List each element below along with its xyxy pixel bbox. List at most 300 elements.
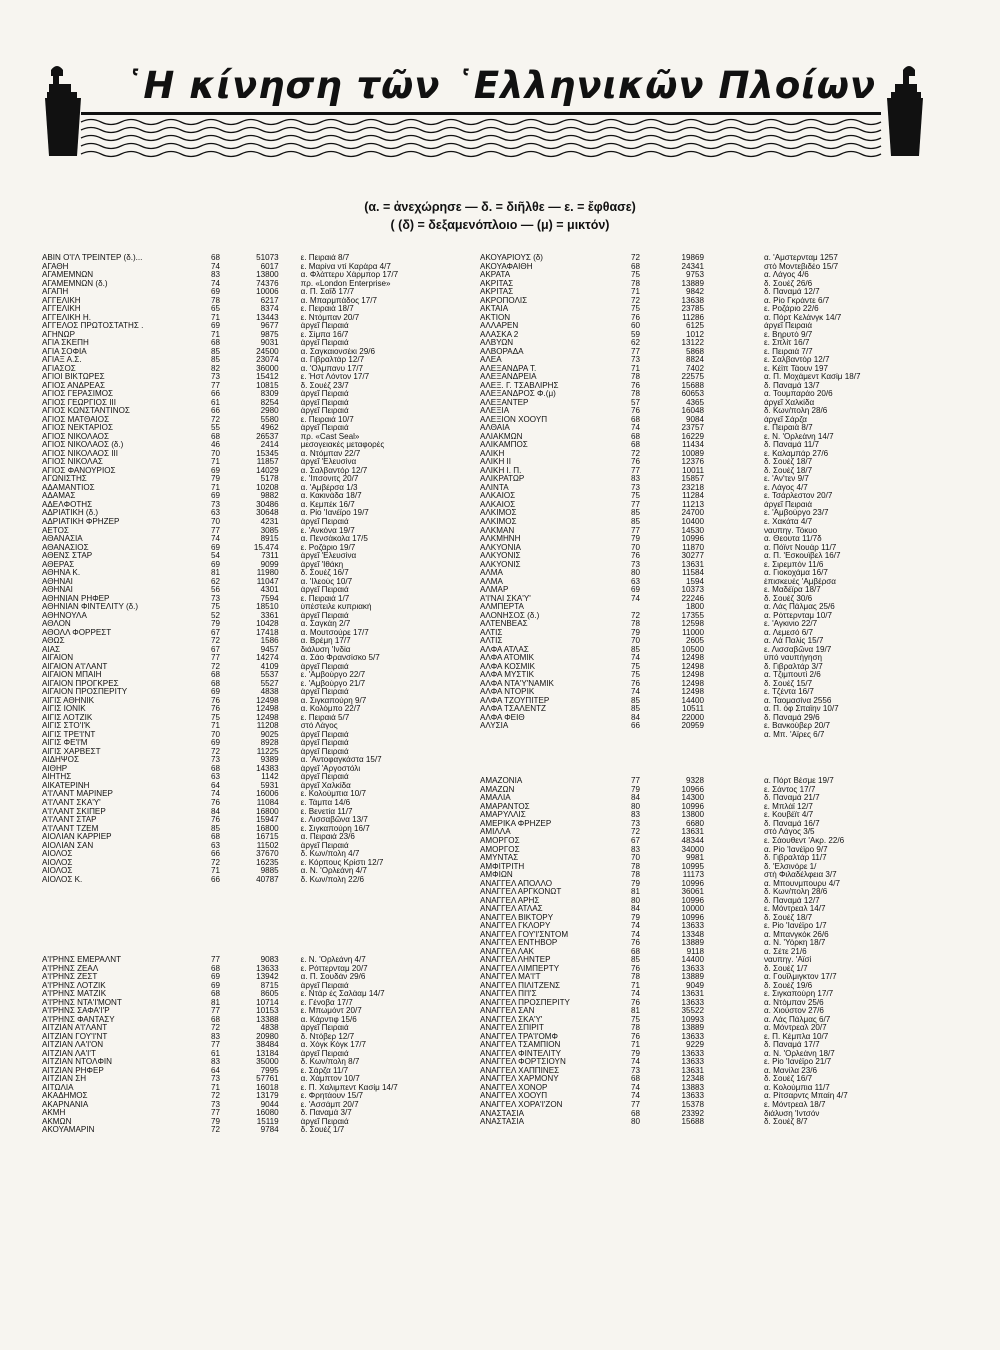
build-year: 69 <box>210 322 220 331</box>
movement: α. Μόντρεαλ 20/7 <box>764 1024 827 1033</box>
ship-name: ΑΘΑΝΑΣΙΑ <box>42 535 83 544</box>
tonnage: 10208 <box>256 483 279 492</box>
ship-name: ΑΝΑΓΓΕΛ ΠΙΛΙΤΖΕΝΣ <box>480 981 561 990</box>
ship-name: ΑΝΑΓΓΕΛ ΛΗΝΤΕΡ <box>480 956 551 965</box>
list-item <box>42 356 462 365</box>
tonnage: 6217 <box>260 296 279 305</box>
list-item <box>480 382 960 391</box>
movement: δ. Παναμά 12/7 <box>764 896 820 905</box>
list-item <box>42 1033 462 1042</box>
movement: α. Μπανγκόκ 26/6 <box>764 930 829 939</box>
tonnage: 74376 <box>256 279 279 288</box>
build-year: 69 <box>210 543 220 552</box>
movement: ε. 'Αμβούργο 21/7 <box>300 679 366 688</box>
list-item <box>480 527 960 536</box>
movement: δ. Κων/πολη 28/6 <box>764 888 828 897</box>
movement: α. Φλάττερυ Χάρμπορ 17/7 <box>300 271 399 280</box>
tonnage: 10400 <box>681 517 704 526</box>
ship-name: ΑΜΦΙΩΝ <box>480 871 513 880</box>
ship-name: ΑΓΙΑΣΟΣ <box>42 364 76 373</box>
build-year: 77 <box>630 1100 640 1109</box>
list-item <box>480 263 960 272</box>
ship-name: ΑΛΦΑ ΝΤΑ'Υ'ΝΑΜΙΚ <box>480 679 554 688</box>
movement: στό Λάγος 3/5 <box>764 828 815 837</box>
ship-name: Α'Ι'ΛΑΝΤ ΤΖΕΜ <box>42 824 99 833</box>
build-year: 72 <box>210 1126 220 1135</box>
tonnage: 10993 <box>681 1015 704 1024</box>
tonnage: 10996 <box>681 896 704 905</box>
tonnage: 15857 <box>681 475 704 484</box>
ship-name: ΑΚΑΡΝΑΝΙΑ <box>42 1100 89 1109</box>
movement: ε. Ντάρ ἐς Σαλάαμ 14/7 <box>300 990 385 999</box>
movement: ἀργεῖ Πειραιά <box>300 688 349 697</box>
tonnage: 16800 <box>256 807 279 816</box>
ship-name: ΑΘΕΝΣ ΣΤΑΡ <box>42 552 93 561</box>
list-item <box>42 288 462 297</box>
build-year: 74 <box>630 930 640 939</box>
tonnage: 24500 <box>256 347 279 356</box>
tonnage: 12498 <box>681 671 704 680</box>
build-year: 73 <box>210 594 220 603</box>
movement: δ. Ντόβερ 12/7 <box>300 1032 355 1041</box>
movement: α. Ν. 'Ορλεάνη 4/7 <box>300 867 367 876</box>
movement: ε. Μόντρεαλ 18/7 <box>764 1100 826 1109</box>
list-item <box>480 441 960 450</box>
ship-name: ΑΙΓΙΣ ΤΡΕ'Ι'ΝΤ <box>42 730 96 739</box>
build-year: 75 <box>630 271 640 280</box>
ship-name: ΑΙΤΖΙΑΝ ΡΗΦΕΡ <box>42 1066 104 1075</box>
ship-name: ΑΓΙΟΣ ΝΕΚΤΑΡΙΟΣ <box>42 424 113 433</box>
ship-name: ΑΓΙΟΣ ΦΑΝΟΥΡΙΟΣ <box>42 466 116 475</box>
list-item <box>480 561 960 570</box>
ship-name: ΑΛΤΙΣ <box>480 637 503 646</box>
tonnage: 26537 <box>256 432 279 441</box>
tonnage: 30277 <box>681 552 704 561</box>
list-item <box>42 569 462 578</box>
ship-name: ΑΛΑΣΚΑ 2 <box>480 330 519 339</box>
ship-name: Α'Ι'ΡΗΝΣ ΣΑΦΑ'Ι'Ρ <box>42 1007 110 1016</box>
ship-name: Α'Ι'ΡΗΝΣ ΝΤΑ'Ι'ΜΟΝΤ <box>42 998 122 1007</box>
build-year: 68 <box>210 254 220 262</box>
list-item <box>42 527 462 536</box>
list-item <box>480 1092 960 1101</box>
ship-name: ΑΛΛΑΡΕΝ <box>480 322 519 331</box>
build-year: 78 <box>630 973 640 982</box>
movement: α. Π. Μοχάμεντ Κασίμ 18/7 <box>764 373 861 382</box>
tonnage: 1142 <box>261 773 279 782</box>
list-item <box>480 1050 960 1059</box>
tonnage: 9084 <box>685 415 704 424</box>
tonnage: 19869 <box>681 254 704 262</box>
list-item <box>480 982 960 991</box>
movement: ἀργεῖ Χαλκίδα <box>764 398 815 407</box>
movement: α. 'Αμστερνταμ 1257 <box>764 254 838 262</box>
ship-name: ΑΛΙΚΗ <box>480 449 505 458</box>
build-year: 72 <box>630 828 640 837</box>
tonnage: 13633 <box>681 1058 704 1067</box>
ship-list-block <box>480 254 960 739</box>
ship-name: ΑΘΟΛΛ ΦΟΡΡΕΣΤ <box>42 628 112 637</box>
list-item <box>480 399 960 408</box>
ship-name: ΑΚΤΙΟΝ <box>480 313 511 322</box>
list-item <box>42 1067 462 1076</box>
build-year: 79 <box>630 535 640 544</box>
tonnage: 16080 <box>256 1109 279 1118</box>
build-year: 69 <box>210 492 220 501</box>
ship-name: ΑΝΑΓΓΕΛ ΓΟΥ'Ι'ΣΝΤΟΜ <box>480 930 569 939</box>
movement: δ. Παναμά 29/6 <box>764 713 820 722</box>
tonnage: 11173 <box>682 871 704 880</box>
movement: δ. Σουέζ 16/7 <box>764 1075 813 1084</box>
tonnage: 23218 <box>681 483 704 492</box>
list-item <box>480 880 960 889</box>
movement: ε. Πειραιά 1/7 <box>300 594 350 603</box>
list-item <box>42 1118 462 1127</box>
list-item <box>480 811 960 820</box>
movement: ἀργεῖ Πειραιά <box>300 1117 349 1126</box>
list-item <box>480 948 960 957</box>
ship-list-block <box>42 254 462 884</box>
list-item <box>480 595 960 604</box>
list-item <box>42 1016 462 1025</box>
tonnage: 13883 <box>681 1083 704 1092</box>
list-item <box>480 1067 960 1076</box>
tonnage: 2414 <box>260 441 279 450</box>
list-item <box>480 931 960 940</box>
tonnage: 40787 <box>256 875 279 884</box>
list-item <box>42 1092 462 1101</box>
list-item <box>42 254 462 263</box>
list-item <box>480 1110 960 1119</box>
ship-name: ΑΓΓΕΛΙΚΗ Η. <box>42 313 91 322</box>
ship-name: ΑΜΑΡΥΛΛΙΣ <box>480 811 526 820</box>
list-item <box>480 544 960 553</box>
ship-name: ΑΛΚΥΟΝΙΑ <box>480 543 521 552</box>
tonnage: 4231 <box>260 517 279 526</box>
list-item <box>480 620 960 629</box>
tonnage: 11000 <box>682 628 704 637</box>
movement: δ. Παναμά 11/7 <box>764 441 819 450</box>
ship-list-block <box>42 956 462 1135</box>
list-item <box>480 786 960 795</box>
tonnage: 10511 <box>682 705 704 714</box>
list-item <box>480 322 960 331</box>
movement: ε. 'Αγκινιο 22/7 <box>764 620 818 629</box>
build-year: 73 <box>630 1066 640 1075</box>
ship-name: Α'Ι'ΝΑΙ ΣΚΑ'Υ' <box>480 594 531 603</box>
tonnage: 9389 <box>260 756 279 765</box>
list-item <box>42 765 462 774</box>
tonnage: 14274 <box>256 654 279 663</box>
ship-name: ΑΛΒΟΡΑΔΑ <box>480 347 524 356</box>
ship-name: ΑΓΙΟΣ ΓΕΩΡΓΙΟΣ ΙΙΙ <box>42 398 116 407</box>
movement: ε. Σαλβαντόρ 12/7 <box>764 356 830 365</box>
movement: ε. Πειραιά 7/7 <box>764 347 813 356</box>
tonnage: 34000 <box>681 845 704 854</box>
tonnage: 13631 <box>681 1066 704 1075</box>
list-item <box>480 603 960 612</box>
movement: ε. Λισσαβῶνα 13/7 <box>300 816 368 825</box>
build-year: 67 <box>630 837 640 845</box>
build-year: 74 <box>630 654 640 663</box>
ship-name: ΑΙΟΛΟΣ <box>42 850 73 859</box>
build-year: 72 <box>210 747 220 756</box>
tonnage: 14300 <box>681 794 704 803</box>
build-year: 77 <box>210 381 220 390</box>
movement: α. Ντόμπαν 22/7 <box>300 449 361 458</box>
build-year: 66 <box>210 390 220 399</box>
list-item <box>480 888 960 897</box>
list-item <box>480 484 960 493</box>
ship-name: ΑΛΚΜΑΝ <box>480 526 515 535</box>
build-year: 77 <box>210 654 220 663</box>
movement: ε. Ρίο 'Ιανέϊρο 21/7 <box>764 1058 832 1067</box>
movement: ἀργεῖ Πειραιά <box>300 730 349 739</box>
build-year: 56 <box>210 586 220 595</box>
build-year: 73 <box>210 1075 220 1084</box>
movement: α. Ρόττερνταμ 10/7 <box>764 611 833 620</box>
ship-name: ΑΝΑΓΓΕΛ ΑΡΓΚΟΝΩΤ <box>480 888 562 897</box>
movement: ε. Πειραιά 8/7 <box>300 254 350 262</box>
list-item <box>42 990 462 999</box>
tonnage: 13443 <box>256 313 279 322</box>
build-year: 73 <box>210 373 220 382</box>
movement: ἀργεῖ Πειραιά <box>300 773 349 782</box>
build-year: 78 <box>210 296 220 305</box>
build-year: 74 <box>210 279 220 288</box>
tonnage: 36000 <box>256 364 279 373</box>
ship-name: ΑΝΑΓΓΕΛ ΧΟΡΑ'Ι'ΖΟΝ <box>480 1100 563 1109</box>
build-year: 85 <box>210 347 220 356</box>
list-item <box>42 1041 462 1050</box>
list-item <box>480 897 960 906</box>
list-item <box>42 1024 462 1033</box>
list-item <box>480 837 960 846</box>
tonnage: 13633 <box>681 1032 704 1041</box>
list-item <box>42 1058 462 1067</box>
build-year: 79 <box>630 1049 640 1058</box>
list-item <box>42 629 462 638</box>
ship-name: ΑΛΚΥΟΝΙΣ <box>480 560 521 569</box>
build-year: 81 <box>630 1007 640 1016</box>
tonnage: 13348 <box>681 930 704 939</box>
build-year: 79 <box>630 628 640 637</box>
list-item <box>480 254 960 263</box>
ship-name: ΑΛΒΥΩΝ <box>480 339 514 348</box>
tonnage: 10995 <box>681 862 704 871</box>
ship-name: ΑΙΤΖΙΑΝ ΣΗ <box>42 1075 87 1084</box>
build-year: 78 <box>630 279 640 288</box>
list-item <box>42 365 462 374</box>
tonnage: 10006 <box>256 288 279 297</box>
build-year: 83 <box>210 1032 220 1041</box>
ship-name: ΑΛΜΑ <box>480 577 503 586</box>
list-item <box>42 654 462 663</box>
ship-name: ΑΚΡΙΤΑΣ <box>480 279 514 288</box>
tonnage: 9083 <box>260 956 279 965</box>
movement: ἀργεῖ Πειραιά <box>300 390 349 399</box>
movement: ἀργεῖ Πειραιά <box>300 1049 349 1058</box>
list-item <box>42 782 462 791</box>
tonnage: 10000 <box>681 905 704 914</box>
list-item <box>480 501 960 510</box>
ship-name: ΑΓΑΠΗ <box>42 288 69 297</box>
build-year: 70 <box>630 543 640 552</box>
build-year: 74 <box>630 1083 640 1092</box>
tonnage: 8715 <box>260 981 279 990</box>
movement: ἀργεῖ Πειραιά <box>300 322 349 331</box>
list-item <box>42 475 462 484</box>
tonnage: 11980 <box>256 569 279 578</box>
list-item <box>480 1084 960 1093</box>
movement: α. Τουμπαράο 20/6 <box>764 390 833 399</box>
build-year: 65 <box>210 305 220 314</box>
list-item <box>42 535 462 544</box>
ship-name: ΑΙΗΤΗΣ <box>42 773 72 782</box>
ship-name: ΑΛΦΑ ΜΥΣΤΙΚ <box>480 671 534 680</box>
movement: α. Πειραιά 23/6 <box>300 833 355 842</box>
ship-name: ΑΘΩΣ <box>42 637 65 646</box>
ship-name: ΑΓΑΜΕΜΝΩΝ <box>42 271 94 280</box>
build-year: 85 <box>630 517 640 526</box>
ship-name: ΑΔΑΜΑΝΤΙΟΣ <box>42 483 95 492</box>
movement: ἀργεῖ Πειραιά <box>300 407 349 416</box>
list-item <box>42 441 462 450</box>
list-item <box>480 697 960 706</box>
list-item <box>480 509 960 518</box>
ship-name: ΑΝΑΓΓΕΛ ΜΑ'Ι'Τ <box>480 973 541 982</box>
movement: ἀργεῖ Πειραιά <box>300 739 349 748</box>
tonnage: 10966 <box>681 785 704 794</box>
tonnage: 7594 <box>260 594 279 603</box>
movement: α. Μπουνμπουρυ 4/7 <box>764 879 840 888</box>
list-item <box>480 612 960 621</box>
movement: ἀργεῖ Χαλκίδα <box>300 781 351 790</box>
tonnage: 9118 <box>686 947 704 956</box>
build-year: 66 <box>630 722 640 731</box>
list-item <box>480 731 960 740</box>
build-year: 68 <box>210 432 220 441</box>
tonnage: 11870 <box>682 543 704 552</box>
list-item <box>42 297 462 306</box>
movement: δ. Παναμά 3/7 <box>300 1109 352 1118</box>
ship-name: ΑΛΤΙΣ <box>480 628 503 637</box>
movement: ε. Σιγκαπούρη 17/7 <box>764 990 834 999</box>
list-item <box>42 271 462 280</box>
movement: α. Βρέμη 17/7 <box>300 637 351 646</box>
list-item <box>480 680 960 689</box>
movement: ε. Σάρζα 11/7 <box>300 1066 349 1075</box>
build-year: 84 <box>630 794 640 803</box>
list-item <box>480 492 960 501</box>
list-item <box>42 850 462 859</box>
build-year: 74 <box>210 535 220 544</box>
build-year: 81 <box>630 888 640 897</box>
movement: δ. Παναμά 21/7 <box>764 794 820 803</box>
build-year: 46 <box>210 441 220 450</box>
list-item <box>480 629 960 638</box>
tonnage: 6125 <box>685 322 704 331</box>
tonnage: 12498 <box>256 713 279 722</box>
list-item <box>42 790 462 799</box>
movement: δ. Σουέζ 19/6 <box>764 981 813 990</box>
build-year: 84 <box>630 713 640 722</box>
tonnage: 9753 <box>685 271 704 280</box>
list-item <box>480 271 960 280</box>
list-item <box>42 1109 462 1118</box>
movement: α. Γιβραλτάρ 12/7 <box>300 356 365 365</box>
movement: ε. Πειραιά 10/7 <box>300 415 354 424</box>
movement: α. Κολόμπο 22/7 <box>300 705 361 714</box>
movement: α. Γιοκοχάμα 16/7 <box>764 569 828 578</box>
build-year: 76 <box>630 964 640 973</box>
list-item <box>42 1050 462 1059</box>
movement: ἀργεῖ 'Ελευσίνα <box>300 458 357 467</box>
movement: ε. Κολούμπια 10/7 <box>300 790 366 799</box>
list-item <box>42 492 462 501</box>
build-year: 84 <box>630 905 640 914</box>
tonnage: 16048 <box>681 407 704 416</box>
ship-name: ΑΜΥΝΤΑΣ <box>480 854 519 863</box>
ship-name: ΑΙΓΙΣ ΦΕ'Ι'Μ <box>42 739 88 748</box>
movement: α. Κολούμπια 11/7 <box>764 1083 830 1092</box>
ship-name: ΑΛΤΕΝΒΕΑΣ <box>480 620 528 629</box>
build-year: 76 <box>630 313 640 322</box>
ship-name: ΑΙΓΙΣ ΧΑΡΒΕΣΤ <box>42 747 101 756</box>
movement: δ. Κων/πολη 22/6 <box>300 875 364 884</box>
ship-name: ΑΙΓΙΣ ΑΘΗΝΙΚ <box>42 696 95 705</box>
build-year: 72 <box>630 449 640 458</box>
ship-name: ΑΝΑΓΓΕΛ ΣΑΝ <box>480 1007 535 1016</box>
ship-name: ΑΔΡΙΑΤΙΚΗ (δ.) <box>42 509 99 518</box>
list-item <box>480 654 960 663</box>
build-year: 63 <box>210 773 220 782</box>
list-item <box>42 833 462 842</box>
build-year: 71 <box>630 981 640 990</box>
ship-name: ΑΛΦΑ ΤΣΑΛΕΝΤΖ <box>480 705 546 714</box>
list-item <box>42 467 462 476</box>
tonnage: 13800 <box>681 811 704 820</box>
ship-name: ΑΙΤΖΙΑΝ ΛΑ'Ι'ΟΝ <box>42 1041 104 1050</box>
movement: ε. Σιρεμπόν 11/6 <box>764 560 824 569</box>
list-item <box>42 697 462 706</box>
tonnage: 30486 <box>256 500 279 509</box>
tonnage: 11047 <box>256 577 279 586</box>
tonnage: 60653 <box>681 390 704 399</box>
movement: ἀργεῖ Πειραιά <box>300 586 349 595</box>
tonnage: 22246 <box>681 594 704 603</box>
tonnage: 13638 <box>681 296 704 305</box>
movement: α. Χιούστον 27/6 <box>764 1007 824 1016</box>
movement: δ. Σουέζ 1/7 <box>300 1126 345 1135</box>
ship-name: ΑΝΑΣΤΑΣΙΑ <box>480 1109 525 1118</box>
build-year: 74 <box>630 594 640 603</box>
movement: ἀργεῖ Σάρζα <box>764 415 807 424</box>
movement: ε. Κόρπους Κρίστι 12/7 <box>300 858 384 867</box>
ship-name: ΑΚΜΩΝ <box>42 1117 72 1126</box>
movement: ὑπέστειλε κυπριακή <box>300 603 372 612</box>
ship-name: ΑΛΕΞΙΑ <box>480 407 510 416</box>
list-item <box>42 731 462 740</box>
build-year: 74 <box>210 262 220 271</box>
tonnage: 11502 <box>256 841 279 850</box>
list-item <box>480 820 960 829</box>
tonnage: 1800 <box>685 603 704 612</box>
movement: α. Π. Σουδάν 29/6 <box>300 973 366 982</box>
build-year: 67 <box>210 645 220 654</box>
build-year: 78 <box>630 862 640 871</box>
tonnage: 12376 <box>681 458 704 467</box>
